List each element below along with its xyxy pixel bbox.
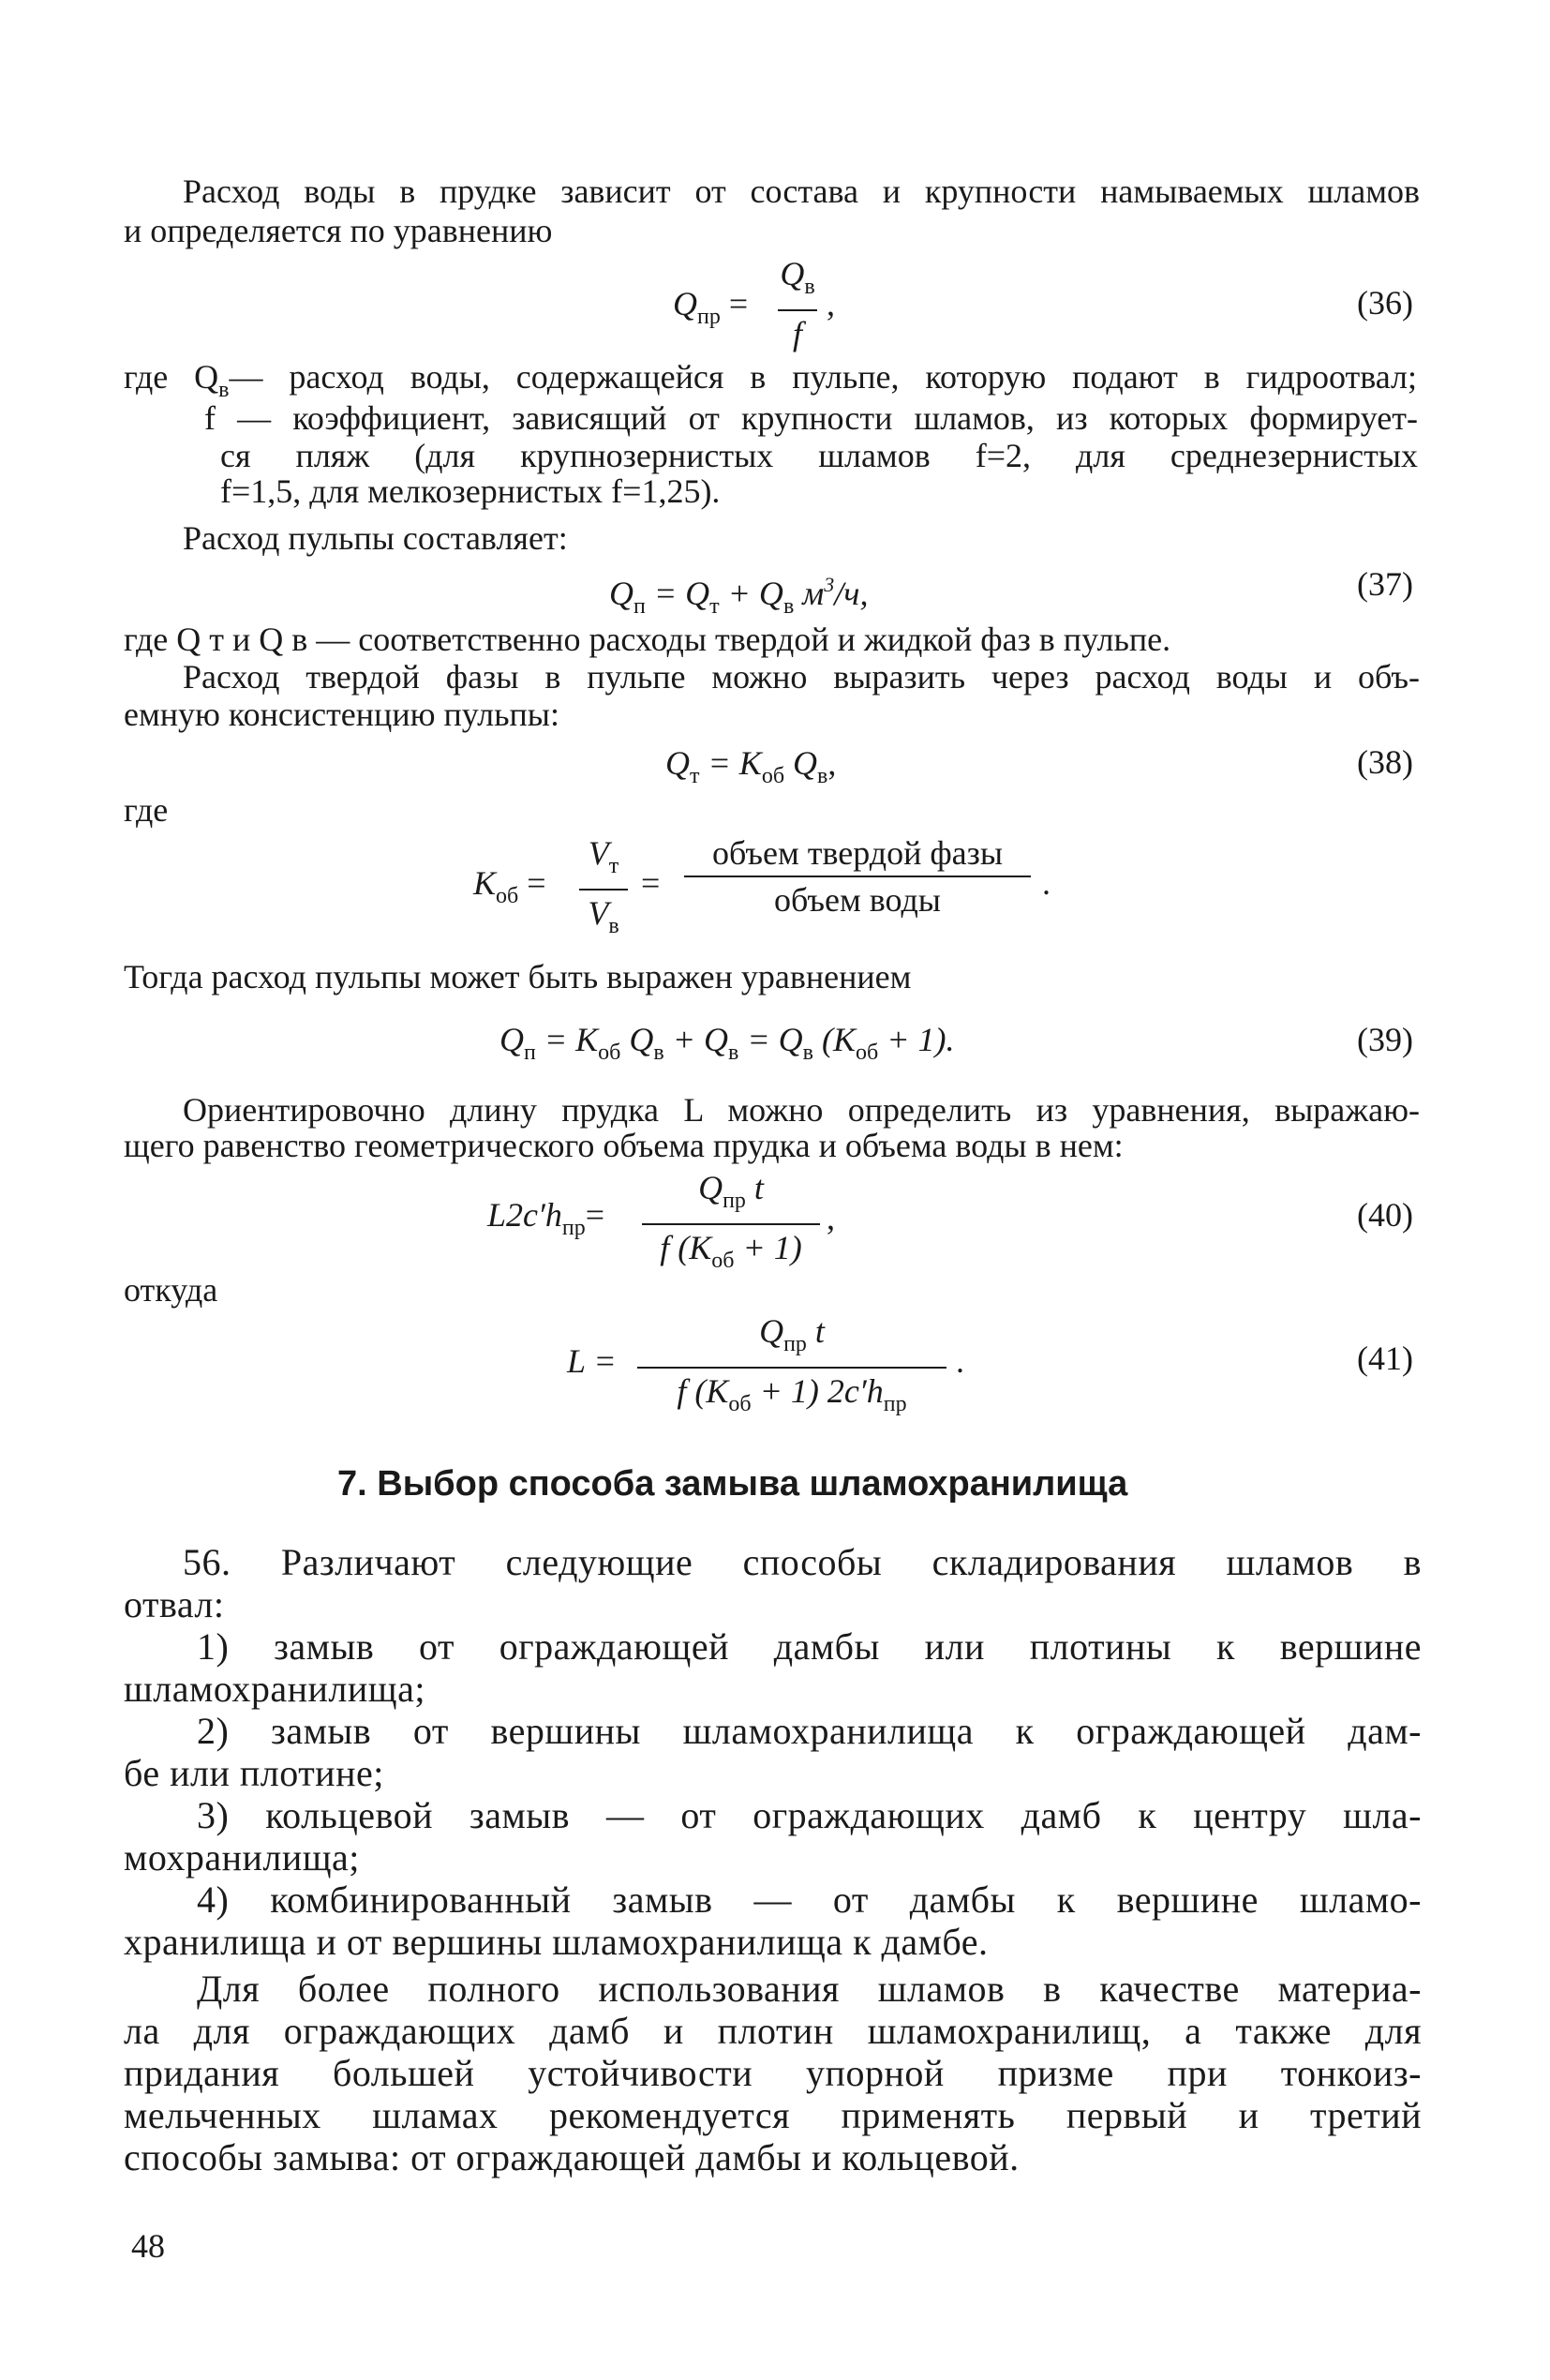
list-item-1-line-2: шламохранилища; [124, 1668, 425, 1710]
length-line-1: Ориентировочно длину прудка L можно определить из уравнения, выражаю- [183, 1091, 1420, 1129]
eq41-fraction: $Q_{пр}$ t f $(K_{об} + 1)$ $2c'h_{пр}$ [637, 1310, 946, 1425]
intro-line-2: и определяется по уравнению [124, 212, 553, 249]
eq36-fraction: $Q_в$ f [778, 253, 817, 354]
eq40-lhs: $L2c'h_{пр}=$ [487, 1196, 605, 1240]
length-line-2: щего равенство геометрического объема прудка и объема воды в нем: [124, 1127, 1124, 1164]
where36-line-3: ся пляж (для крупнозернистых шламов f=2, для среднезернистых [220, 437, 1418, 474]
eq39-formula: $Q_п = K_{об}$ $Q_в + Q_в = Q_в$ $(K_{об} + 1)$. [499, 1021, 955, 1065]
where36-line-1: где $Q_в—$ расход воды, содержащейся в пульпе, которую подают в гидроотвал; [124, 358, 1418, 402]
solid-line-2: емную консистенцию пульпы: [124, 696, 559, 733]
p56-line-1: 56. Различают следующие способы складирования шламов в [183, 1541, 1422, 1583]
eq38-formula: $Q_т = K_{об}$ $Q_в$, [665, 744, 837, 788]
page-number: 48 [131, 2227, 165, 2265]
kob-period: . [1042, 864, 1051, 902]
p56-line-2: отвал: [124, 1583, 225, 1625]
final-line-2: ла для ограждающих дамб и плотин шламохранилищ, а также для [124, 2010, 1422, 2052]
eq41-period: . [956, 1342, 964, 1380]
eq38-number: (38) [1357, 743, 1413, 781]
eq41-number: (41) [1357, 1340, 1413, 1377]
kob-lhs: $K_{об}$ = [473, 864, 546, 908]
eq41-lhs: L = [567, 1342, 617, 1380]
then-text: Тогда расход пульпы может быть выражен уравнением [124, 958, 912, 995]
where36-line-4: f=1,5, для мелкозернистых f=1,25). [220, 472, 721, 510]
kob-volume-fraction: $V_т$ $V_в$ [579, 832, 628, 947]
list-item-2-line-2: бе или плотине; [124, 1752, 384, 1794]
kob-eq2: = [641, 864, 661, 902]
eq36-lhs: $Q_{пр}$ = [673, 285, 749, 329]
intro-line-1: Расход воды в прудке зависит от состава и крупности намываемых шламов [183, 172, 1420, 210]
section-title: 7. Выбор способа замыва шламохранилища [337, 1464, 1128, 1504]
kob-word-fraction: объем твердой фазы объем воды [684, 832, 1031, 921]
eq39-number: (39) [1357, 1021, 1413, 1058]
eq40-comma: , [827, 1199, 835, 1236]
eq37-formula: $Q_п = Q_т + Q_в$ $м^3/ч$, [609, 573, 869, 619]
pulp-flow-text: Расход пульпы составляет: [183, 519, 568, 557]
eq40-number: (40) [1357, 1196, 1413, 1234]
where37-text: где Q т и Q в — соответственно расходы твердой и жидкой фаз в пульпе. [124, 621, 1171, 658]
final-line-1: Для более полного использования шламов в качестве материа- [197, 1968, 1422, 2010]
solid-line-1: Расход твердой фазы в пульпе можно выразить через расход воды и объ- [183, 658, 1420, 696]
final-line-5: способы замыва: от ограждающей дамбы и кольцевой. [124, 2136, 1020, 2178]
list-item-4-line-2: хранилища и от вершины шламохранилища к дамбе. [124, 1921, 989, 1963]
list-item-3-line-2: мохранилища; [124, 1836, 360, 1879]
final-line-3: придания большей устойчивости упорной призме при тонкоиз- [124, 2052, 1422, 2094]
list-item-1-line-1: 1) замыв от ограждающей дамбы или плотины к вершине [197, 1625, 1422, 1668]
list-item-4-line-1: 4) комбинированный замыв — от дамбы к вершине шламо- [197, 1879, 1422, 1921]
eq40-fraction: $Q_{пр}$ t f $(K_{об} + 1)$ [642, 1167, 820, 1281]
list-item-2-line-1: 2) замыв от вершины шламохранилища к ограждающей дам- [197, 1710, 1422, 1752]
where-label: где [124, 791, 169, 829]
eq36-comma: , [827, 285, 835, 322]
eq37-number: (37) [1357, 565, 1413, 603]
final-line-4: мельченных шламах рекомендуется применять первый и третий [124, 2094, 1422, 2136]
whence-text: откуда [124, 1271, 218, 1309]
where36-line-2: f — коэффициент, зависящий от крупности шламов, из которых формирует- [204, 399, 1418, 437]
list-item-3-line-1: 3) кольцевой замыв — от ограждающих дамб к центру шла- [197, 1794, 1422, 1836]
eq36-number: (36) [1357, 284, 1413, 322]
